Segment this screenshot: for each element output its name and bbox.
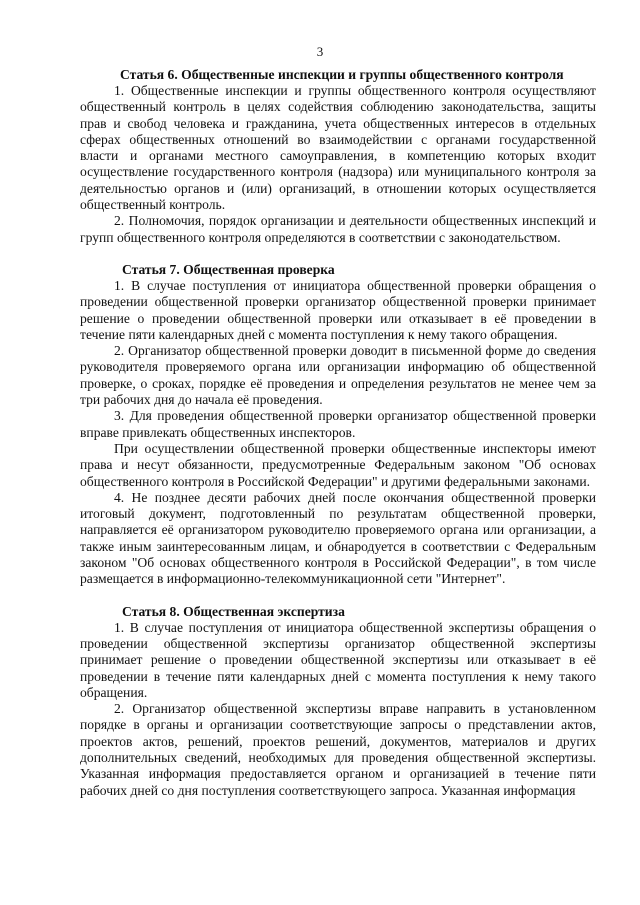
page-number: 3	[316, 44, 324, 59]
article-heading: Статья 7. Общественная проверка	[122, 261, 335, 277]
article-paragraph: 3. Для проведения общественной проверки организатор общественной проверки вправе привлекать общественных инспекторов.	[80, 408, 596, 440]
article-6	[80, 67, 596, 246]
article-paragraph: 2. Организатор общественной экспертизы вправе направить в установленном порядке в органы и организации соответствующие запросы о представлении актов, проектов актов, решений, проектов решений, документов, материалов и других дополнительных сведений, необходимых для проведения общественной экспертизы. Указанная информация предоставляется органом и организацией в течение пяти рабочих дней со дня поступления соответствующего запроса. Указанная информация	[80, 701, 596, 798]
article-7	[80, 262, 596, 588]
article-paragraph: 1. В случае поступления от инициатора общественной проверки обращения о проведении общественной проверки организатор общественной проверки принимает решение о проведении общественной проверки или отказывает в её проведении в течение пяти календарных дней с момента поступления к нему такого обращения.	[80, 277, 596, 342]
article-heading: Статья 6. Общественные инспекции и группы общественного контроля	[120, 67, 564, 82]
article-paragraph: 1. В случае поступления от инициатора общественной экспертизы обращения о проведении общественной экспертизы организатор общественной экспертизы принимает решение о проведении общественной экспертизы или отказывает в её проведении в течение пяти календарных дней с момента поступления к нему такого обращения.	[80, 619, 596, 700]
article-paragraph: 1. Общественные инспекции и группы общественного контроля осуществляют общественный контроль в целях содействия соблюдению законодательства, защиты прав и свобод человека и гражданина, учета общественных интересов в отдельных сферах общественных отношений во взаимодействии с органами государственной власти и органами местного самоуправления, в компетенцию которых входит осуществление государственного контроля (надзора) или муниципального контроля за деятельностью органов и (или) организаций, в отношении которых осуществляется общественный контроль.	[80, 83, 596, 213]
article-paragraph: 2. Полномочия, порядок организации и деятельности общественных инспекций и групп общественного контроля определяются в соответствии с законодательством.	[80, 213, 596, 245]
article-heading: Статья 8. Общественная экспертиза	[122, 603, 345, 619]
article-paragraph: 2. Организатор общественной проверки доводит в письменной форме до сведения руководителя проверяемого органа или организации информацию об общественной проверке, о сроках, порядке её проведения и определения результатов не менее чем за три рабочих дня до начала её проведения.	[80, 343, 596, 408]
document-body	[80, 67, 596, 799]
article-paragraph: При осуществлении общественной проверки общественные инспекторы имеют права и несут обязанности, предусмотренные Федеральным законом "Об основах общественного контроля в Российской Федерации" и другими федеральными законами.	[80, 440, 596, 489]
article-8	[80, 604, 596, 799]
article-paragraph: 4. Не позднее десяти рабочих дней после окончания общественной проверки итоговый документ, подготовленный по результатам общественной проверки, направляется её организатором руководителю проверяемого органа или организации, а также иным заинтересованным лицам, и обнародуется в соответствии с Федеральным законом "Об основах общественного контроля в Российской Федерации", в том числе размещается в информационно-телекоммуникационной сети "Интернет".	[80, 489, 596, 587]
